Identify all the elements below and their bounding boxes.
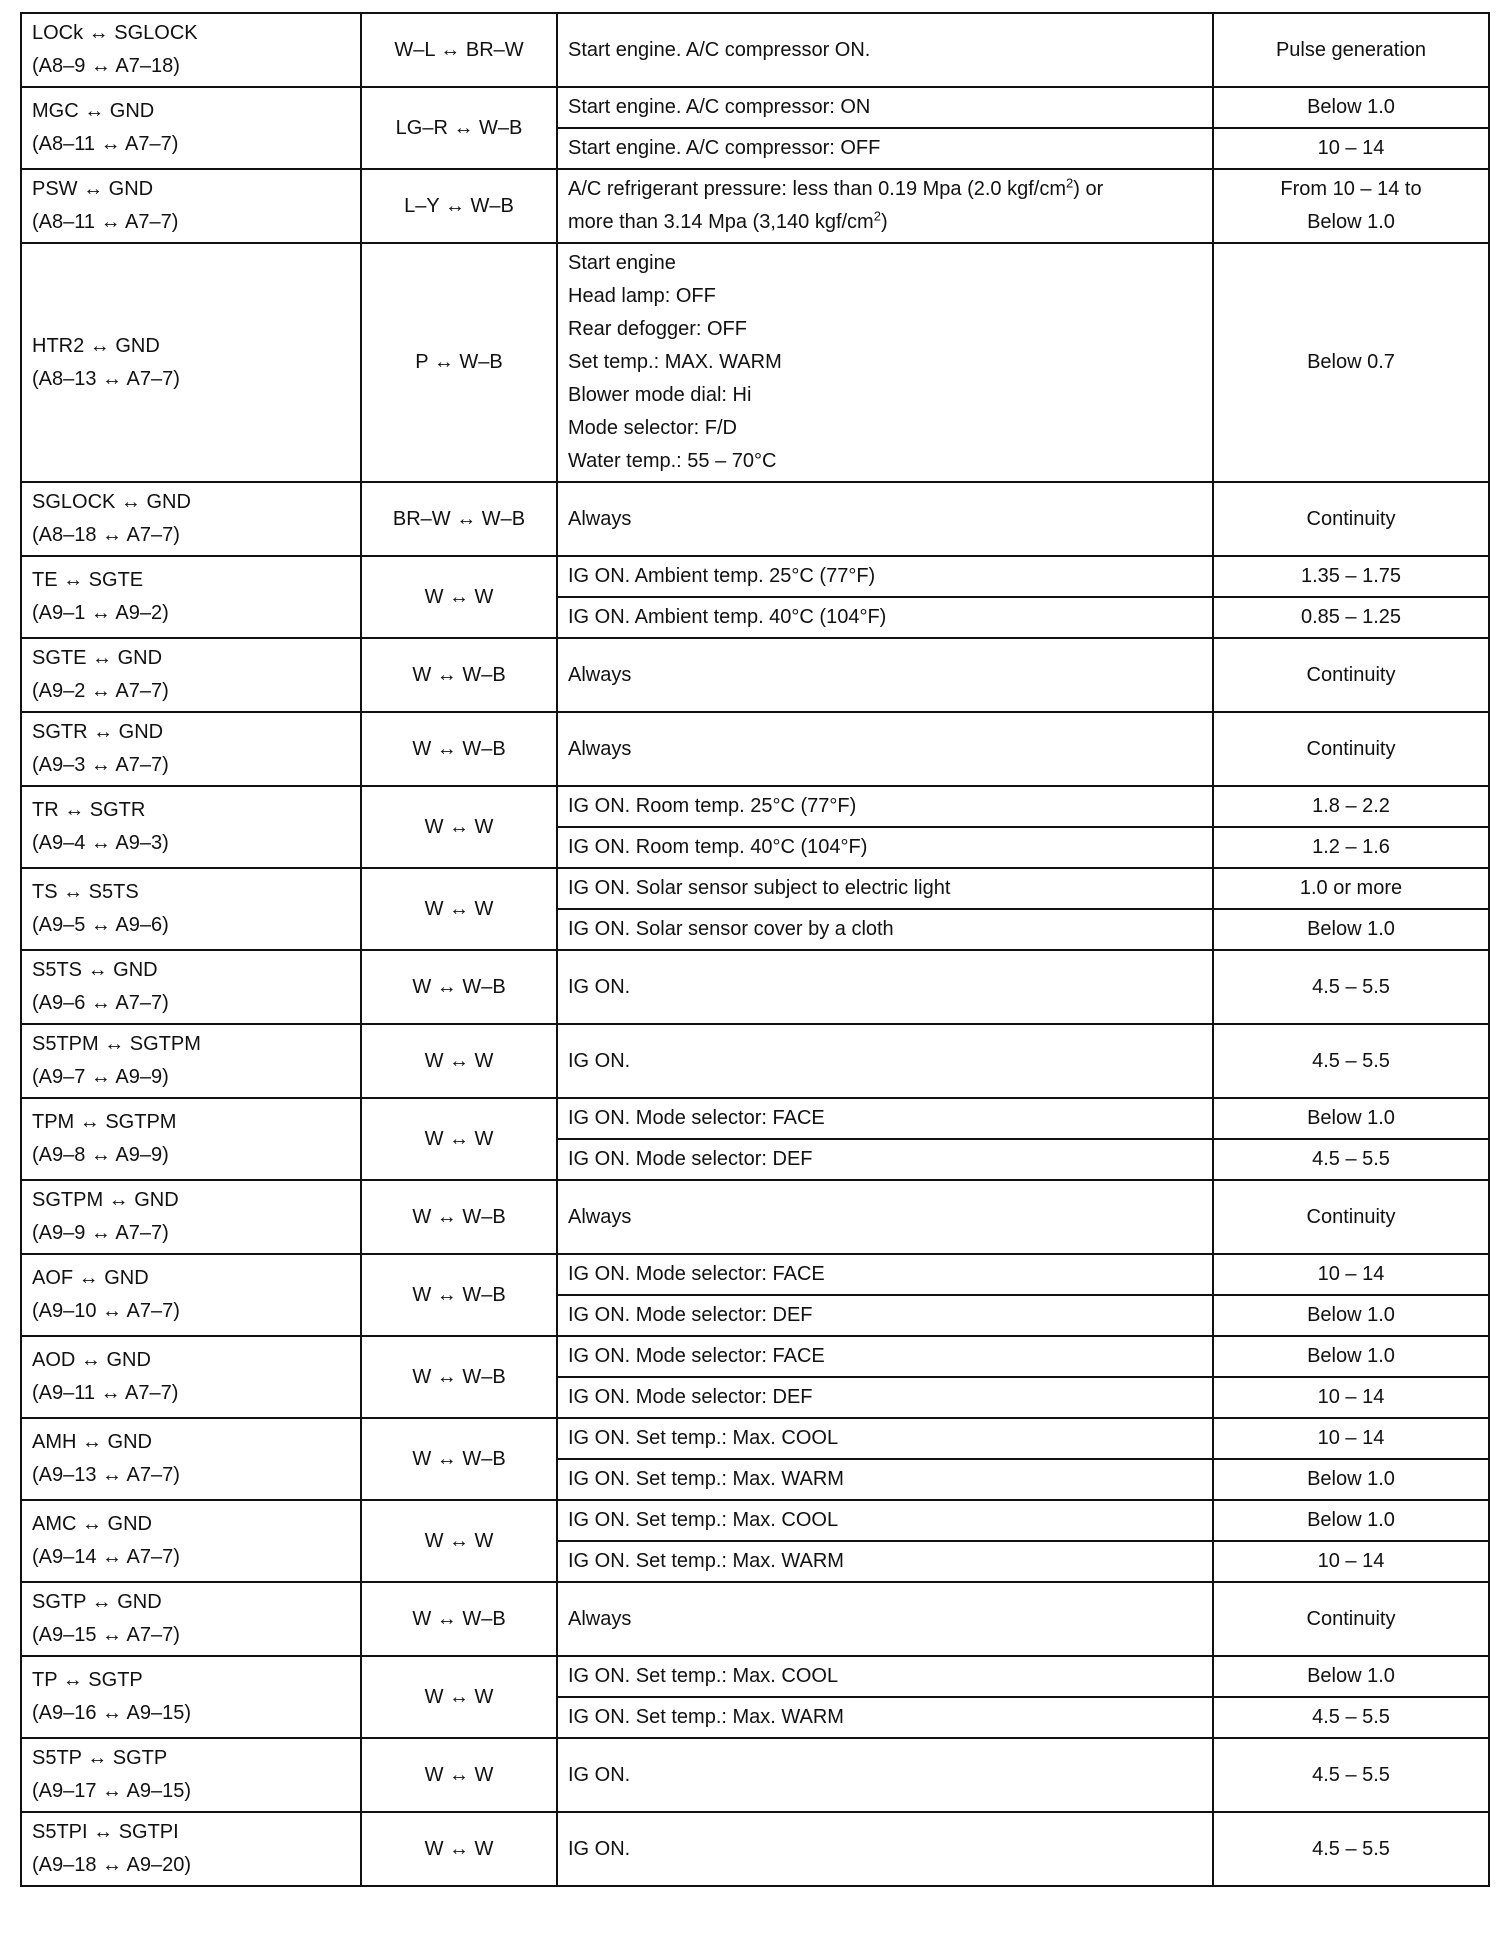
wiring-color: W ↔ W–B: [412, 1447, 506, 1470]
specified-condition-cell: [1213, 169, 1489, 243]
condition-line: Always: [568, 1607, 632, 1630]
wiring-color-cell: [361, 1738, 557, 1812]
specified-condition-cell: [1213, 1697, 1489, 1738]
terminal-line: (A9–16 ↔ A9–15): [32, 1702, 191, 1724]
specified-condition-cell: [1213, 243, 1489, 482]
terminal-cell: [21, 87, 361, 169]
condition-line: Water temp.: 55 – 70°C: [568, 450, 777, 472]
wiring-color: W ↔ W–B: [412, 737, 506, 760]
table-row: [21, 712, 1489, 786]
specified-condition-cell: [1213, 1336, 1489, 1377]
specified-value: 10 – 14: [1317, 137, 1385, 159]
wiring-color: W ↔ W–B: [412, 1365, 506, 1388]
terminal-cell: [21, 1098, 361, 1180]
terminal-cell: [21, 556, 361, 638]
wiring-color: W ↔ W–B: [412, 1205, 506, 1228]
specified-condition-cell: [1213, 1541, 1489, 1582]
condition-line: IG ON. Mode selector: DEF: [568, 1304, 813, 1326]
terminal-cell: [21, 1254, 361, 1336]
condition-line: Start engine. A/C compressor ON.: [568, 38, 871, 61]
table-body: [21, 13, 1489, 1886]
wiring-color-cell: [361, 950, 557, 1024]
specified-value: Pulse generation: [1275, 38, 1427, 61]
terminal-line: S5TS ↔ GND: [32, 959, 158, 981]
table-row: [21, 556, 1489, 597]
specified-value: 10 – 14: [1317, 1386, 1385, 1408]
specified-condition-cell: [1213, 1139, 1489, 1180]
condition-line: Start engine. A/C compressor: ON: [568, 96, 871, 118]
condition-line: Always: [568, 1205, 632, 1228]
condition-line-tail: ): [880, 211, 888, 233]
terminal-line: AOD ↔ GND: [32, 1349, 151, 1371]
wiring-color-cell: [361, 87, 557, 169]
specified-value: Below 1.0: [1307, 1345, 1395, 1367]
condition-line: IG ON. Mode selector: DEF: [568, 1148, 813, 1170]
specified-value: Continuity: [1306, 1607, 1396, 1630]
wiring-color-cell: [361, 786, 557, 868]
terminal-cell: [21, 1336, 361, 1418]
condition-cell: [557, 1098, 1213, 1139]
wiring-color-cell: [361, 1254, 557, 1336]
condition-line: IG ON. Solar sensor subject to electric light: [568, 877, 951, 899]
condition-cell: [557, 169, 1213, 243]
terminal-line: (A9–2 ↔ A7–7): [32, 680, 169, 702]
terminal-line: (A9–7 ↔ A9–9): [32, 1066, 169, 1088]
terminal-cell: [21, 1738, 361, 1812]
specified-value: 10 – 14: [1317, 1427, 1385, 1449]
condition-line: IG ON. Set temp.: Max. WARM: [568, 1550, 844, 1572]
specified-condition-cell: [1213, 1500, 1489, 1541]
condition-line: IG ON. Set temp.: Max. COOL: [568, 1427, 839, 1449]
condition-cell: [557, 638, 1213, 712]
wiring-color: W ↔ W: [424, 585, 494, 608]
terminal-line: LOCk ↔ SGLOCK: [32, 22, 198, 44]
specified-condition-cell: [1213, 87, 1489, 128]
terminal-line: SGTR ↔ GND: [32, 721, 164, 743]
terminal-line: HTR2 ↔ GND: [32, 334, 160, 357]
specified-condition-cell: [1213, 1656, 1489, 1697]
wiring-color: W–L ↔ BR–W: [394, 38, 524, 61]
condition-line: Always: [568, 663, 632, 686]
table-row: [21, 638, 1489, 712]
wiring-color: W ↔ W: [424, 1529, 494, 1552]
terminal-line: TP ↔ SGTP: [32, 1669, 143, 1691]
specified-value: Below 1.0: [1307, 211, 1395, 233]
specified-condition-cell: [1213, 638, 1489, 712]
wiring-color-cell: [361, 556, 557, 638]
condition-cell: [557, 1459, 1213, 1500]
condition-line-wrap: [568, 206, 1202, 239]
specified-value: Below 1.0: [1307, 1107, 1395, 1129]
wiring-color-cell: [361, 482, 557, 556]
terminal-cell: [21, 1180, 361, 1254]
specified-condition-cell: [1213, 1812, 1489, 1886]
specified-value: 1.8 – 2.2: [1312, 795, 1390, 817]
specified-condition-cell: [1213, 1098, 1489, 1139]
condition-cell: [557, 1541, 1213, 1582]
terminal-line: SGTP ↔ GND: [32, 1591, 162, 1613]
wiring-color-cell: [361, 1418, 557, 1500]
condition-line: IG ON. Ambient temp. 40°C (104°F): [568, 606, 887, 628]
specified-value: 4.5 – 5.5: [1312, 1049, 1390, 1072]
specified-condition-cell: [1213, 597, 1489, 638]
table-row: [21, 950, 1489, 1024]
condition-cell: [557, 712, 1213, 786]
ecu-terminal-spec-table: [20, 12, 1490, 1887]
wiring-color: W ↔ W: [424, 1763, 494, 1786]
table-row: [21, 1024, 1489, 1098]
terminal-line: TR ↔ SGTR: [32, 799, 146, 821]
terminal-cell: [21, 1500, 361, 1582]
terminal-line: AMH ↔ GND: [32, 1431, 152, 1453]
condition-line: IG ON. Solar sensor cover by a cloth: [568, 918, 894, 940]
condition-cell: [557, 597, 1213, 638]
specified-value: Below 1.0: [1307, 1304, 1395, 1326]
condition-line: Mode selector: F/D: [568, 417, 737, 439]
specified-value: 4.5 – 5.5: [1312, 1837, 1390, 1860]
terminal-line: (A9–14 ↔ A7–7): [32, 1546, 180, 1568]
terminal-line: (A9–3 ↔ A7–7): [32, 754, 169, 776]
wiring-color-cell: [361, 1024, 557, 1098]
table-row: [21, 13, 1489, 87]
wiring-color: W ↔ W: [424, 1685, 494, 1708]
condition-cell: [557, 556, 1213, 597]
wiring-color-cell: [361, 1812, 557, 1886]
specified-value: 1.2 – 1.6: [1312, 836, 1390, 858]
specified-value: 4.5 – 5.5: [1312, 1148, 1390, 1170]
terminal-line: (A9–18 ↔ A9–20): [32, 1854, 191, 1876]
table-row: [21, 169, 1489, 243]
wiring-color: L–Y ↔ W–B: [404, 194, 514, 217]
terminal-line: (A9–8 ↔ A9–9): [32, 1144, 169, 1166]
condition-cell: [557, 950, 1213, 1024]
table-row: [21, 1180, 1489, 1254]
specified-value: Below 0.7: [1307, 351, 1395, 373]
terminal-line: SGTE ↔ GND: [32, 647, 163, 669]
table-row: [21, 1582, 1489, 1656]
terminal-line: (A8–11 ↔ A7–7): [32, 133, 179, 155]
condition-cell: [557, 482, 1213, 556]
specified-value: Continuity: [1306, 737, 1396, 760]
condition-line: IG ON. Mode selector: FACE: [568, 1107, 825, 1129]
condition-cell: [557, 1139, 1213, 1180]
specified-condition-cell: [1213, 1377, 1489, 1418]
terminal-line: (A8–11 ↔ A7–7): [32, 211, 179, 233]
condition-cell: [557, 827, 1213, 868]
specified-condition-cell: [1213, 128, 1489, 169]
table-row: [21, 1812, 1489, 1886]
wiring-color: W ↔ W–B: [412, 1283, 506, 1306]
specified-value: Below 1.0: [1307, 918, 1395, 940]
terminal-cell: [21, 1418, 361, 1500]
terminal-cell: [21, 638, 361, 712]
wiring-color: W ↔ W: [424, 1837, 494, 1860]
terminal-line: (A9–9 ↔ A7–7): [32, 1222, 169, 1244]
terminal-line: (A9–5 ↔ A9–6): [32, 914, 169, 936]
condition-cell: [557, 128, 1213, 169]
condition-line: IG ON.: [568, 975, 631, 998]
specified-value: Below 1.0: [1307, 1509, 1395, 1531]
condition-line: IG ON.: [568, 1837, 631, 1860]
wiring-color: W ↔ W–B: [412, 1607, 506, 1630]
condition-line: IG ON. Set temp.: Max. WARM: [568, 1468, 844, 1490]
terminal-cell: [21, 1656, 361, 1738]
wiring-color-cell: [361, 13, 557, 87]
specified-condition-cell: [1213, 712, 1489, 786]
terminal-cell: [21, 868, 361, 950]
condition-cell: [557, 786, 1213, 827]
condition-line: Head lamp: OFF: [568, 285, 716, 307]
terminal-cell: [21, 1024, 361, 1098]
condition-line: more than 3.14 Mpa (3,140 kgf/cm: [568, 211, 874, 233]
condition-line: IG ON. Room temp. 40°C (104°F): [568, 836, 868, 858]
specified-value: Below 1.0: [1307, 96, 1395, 118]
condition-line: IG ON.: [568, 1049, 631, 1072]
specified-value: 4.5 – 5.5: [1312, 975, 1390, 998]
unit-exponent: 2: [1066, 175, 1074, 191]
specified-condition-cell: [1213, 1024, 1489, 1098]
unit-exponent: 2: [873, 208, 881, 224]
condition-line: IG ON. Set temp.: Max. COOL: [568, 1665, 839, 1687]
terminal-cell: [21, 1582, 361, 1656]
wiring-color-cell: [361, 243, 557, 482]
specified-value: 1.0 or more: [1299, 877, 1403, 899]
specified-value: Continuity: [1306, 663, 1396, 686]
table-row: [21, 786, 1489, 827]
wiring-color: P ↔ W–B: [415, 351, 503, 373]
condition-cell: [557, 1377, 1213, 1418]
condition-line: A/C refrigerant pressure: less than 0.19 Mpa (2.0 kgf/cm: [568, 178, 1066, 200]
condition-line-wrap: [568, 173, 1202, 206]
terminal-line: TPM ↔ SGTPM: [32, 1111, 177, 1133]
specified-value: 4.5 – 5.5: [1312, 1706, 1390, 1728]
condition-line: IG ON. Room temp. 25°C (77°F): [568, 795, 857, 817]
wiring-color-cell: [361, 1582, 557, 1656]
condition-cell: [557, 1656, 1213, 1697]
terminal-cell: [21, 712, 361, 786]
terminal-line: (A9–1 ↔ A9–2): [32, 602, 169, 624]
condition-cell: [557, 1336, 1213, 1377]
terminal-cell: [21, 786, 361, 868]
wiring-color-cell: [361, 1656, 557, 1738]
condition-cell: [557, 909, 1213, 950]
page: [20, 12, 1488, 1887]
specified-condition-cell: [1213, 950, 1489, 1024]
wiring-color-cell: [361, 1500, 557, 1582]
specified-condition-cell: [1213, 1738, 1489, 1812]
specified-condition-cell: [1213, 909, 1489, 950]
condition-line: Always: [568, 507, 632, 530]
terminal-line: SGTPM ↔ GND: [32, 1189, 179, 1211]
table-row: [21, 87, 1489, 128]
terminal-line: S5TPM ↔ SGTPM: [32, 1033, 201, 1055]
condition-line: IG ON. Mode selector: DEF: [568, 1386, 813, 1408]
specified-condition-cell: [1213, 786, 1489, 827]
terminal-cell: [21, 13, 361, 87]
condition-line: IG ON.: [568, 1763, 631, 1786]
condition-cell: [557, 1500, 1213, 1541]
condition-cell: [557, 1295, 1213, 1336]
condition-cell: [557, 1738, 1213, 1812]
condition-line: IG ON. Ambient temp. 25°C (77°F): [568, 565, 876, 587]
condition-line: Start engine. A/C compressor: OFF: [568, 137, 881, 159]
condition-line: Blower mode dial: Hi: [568, 384, 752, 406]
terminal-line: S5TP ↔ SGTP: [32, 1747, 168, 1769]
specified-condition-cell: [1213, 556, 1489, 597]
terminal-line: (A9–15 ↔ A7–7): [32, 1624, 180, 1646]
table-row: [21, 1738, 1489, 1812]
condition-cell: [557, 1024, 1213, 1098]
wiring-color-cell: [361, 868, 557, 950]
condition-line: Rear defogger: OFF: [568, 318, 747, 340]
terminal-line: SGLOCK ↔ GND: [32, 491, 191, 513]
table-row: [21, 1500, 1489, 1541]
terminal-line: (A9–17 ↔ A9–15): [32, 1780, 191, 1802]
specified-value: 0.85 – 1.25: [1300, 606, 1402, 628]
specified-value: 1.35 – 1.75: [1300, 565, 1402, 587]
table-row: [21, 482, 1489, 556]
condition-cell: [557, 868, 1213, 909]
specified-condition-cell: [1213, 482, 1489, 556]
terminal-line: (A9–11 ↔ A7–7): [32, 1382, 179, 1404]
specified-condition-cell: [1213, 13, 1489, 87]
specified-condition-cell: [1213, 1582, 1489, 1656]
condition-line: Always: [568, 737, 632, 760]
specified-value: Continuity: [1306, 1205, 1396, 1228]
specified-value: From 10 – 14 to: [1280, 178, 1422, 200]
specified-condition-cell: [1213, 1180, 1489, 1254]
specified-condition-cell: [1213, 1295, 1489, 1336]
table-row: [21, 868, 1489, 909]
table-row: [21, 1656, 1489, 1697]
terminal-line: (A8–9 ↔ A7–18): [32, 55, 180, 77]
specified-condition-cell: [1213, 1459, 1489, 1500]
wiring-color: W ↔ W: [424, 815, 494, 838]
table-row: [21, 1336, 1489, 1377]
wiring-color: W ↔ W–B: [412, 975, 506, 998]
wiring-color: W ↔ W: [424, 897, 494, 920]
condition-cell: [557, 87, 1213, 128]
condition-line: IG ON. Set temp.: Max. COOL: [568, 1509, 839, 1531]
terminal-cell: [21, 482, 361, 556]
table-row: [21, 1418, 1489, 1459]
terminal-cell: [21, 169, 361, 243]
wiring-color-cell: [361, 712, 557, 786]
terminal-line: MGC ↔ GND: [32, 100, 155, 122]
terminal-cell: [21, 950, 361, 1024]
wiring-color-cell: [361, 169, 557, 243]
condition-cell: [557, 1254, 1213, 1295]
condition-line: IG ON. Mode selector: FACE: [568, 1263, 825, 1285]
specified-value: Continuity: [1306, 507, 1396, 530]
specified-condition-cell: [1213, 827, 1489, 868]
specified-value: Below 1.0: [1307, 1468, 1395, 1490]
table-row: [21, 1254, 1489, 1295]
terminal-line: S5TPI ↔ SGTPI: [32, 1821, 179, 1843]
terminal-cell: [21, 1812, 361, 1886]
specified-condition-cell: [1213, 868, 1489, 909]
table-row: [21, 1098, 1489, 1139]
condition-cell: [557, 1418, 1213, 1459]
wiring-color: W ↔ W: [424, 1049, 494, 1072]
condition-cell: [557, 1697, 1213, 1738]
terminal-line: TS ↔ S5TS: [32, 881, 139, 903]
terminal-line: TE ↔ SGTE: [32, 569, 144, 591]
condition-cell: [557, 13, 1213, 87]
condition-line: Set temp.: MAX. WARM: [568, 351, 782, 373]
specified-value: 4.5 – 5.5: [1312, 1763, 1390, 1786]
wiring-color-cell: [361, 1098, 557, 1180]
terminal-line: (A9–10 ↔ A7–7): [32, 1300, 180, 1322]
terminal-line: AMC ↔ GND: [32, 1513, 152, 1535]
condition-line: IG ON. Mode selector: FACE: [568, 1345, 825, 1367]
wiring-color-cell: [361, 1336, 557, 1418]
specified-condition-cell: [1213, 1418, 1489, 1459]
condition-cell: [557, 1582, 1213, 1656]
specified-value: Below 1.0: [1307, 1665, 1395, 1687]
specified-value: 10 – 14: [1317, 1550, 1385, 1572]
terminal-line: (A9–13 ↔ A7–7): [32, 1464, 180, 1486]
condition-cell: [557, 243, 1213, 482]
terminal-line: (A8–13 ↔ A7–7): [32, 367, 180, 390]
specified-condition-cell: [1213, 1254, 1489, 1295]
terminal-line: AOF ↔ GND: [32, 1267, 149, 1289]
wiring-color: LG–R ↔ W–B: [395, 116, 523, 139]
condition-line: Start engine: [568, 252, 676, 274]
wiring-color: BR–W ↔ W–B: [392, 507, 526, 530]
specified-value: 10 – 14: [1317, 1263, 1385, 1285]
wiring-color: W ↔ W–B: [412, 663, 506, 686]
terminal-line: PSW ↔ GND: [32, 178, 154, 200]
wiring-color-cell: [361, 1180, 557, 1254]
condition-cell: [557, 1812, 1213, 1886]
table-row: [21, 243, 1489, 482]
terminal-line: (A9–6 ↔ A7–7): [32, 992, 169, 1014]
terminal-line: (A9–4 ↔ A9–3): [32, 832, 169, 854]
condition-line: IG ON. Set temp.: Max. WARM: [568, 1706, 844, 1728]
condition-cell: [557, 1180, 1213, 1254]
wiring-color: W ↔ W: [424, 1127, 494, 1150]
terminal-cell: [21, 243, 361, 482]
condition-line-tail: ) or: [1073, 178, 1104, 200]
wiring-color-cell: [361, 638, 557, 712]
terminal-line: (A8–18 ↔ A7–7): [32, 524, 180, 546]
